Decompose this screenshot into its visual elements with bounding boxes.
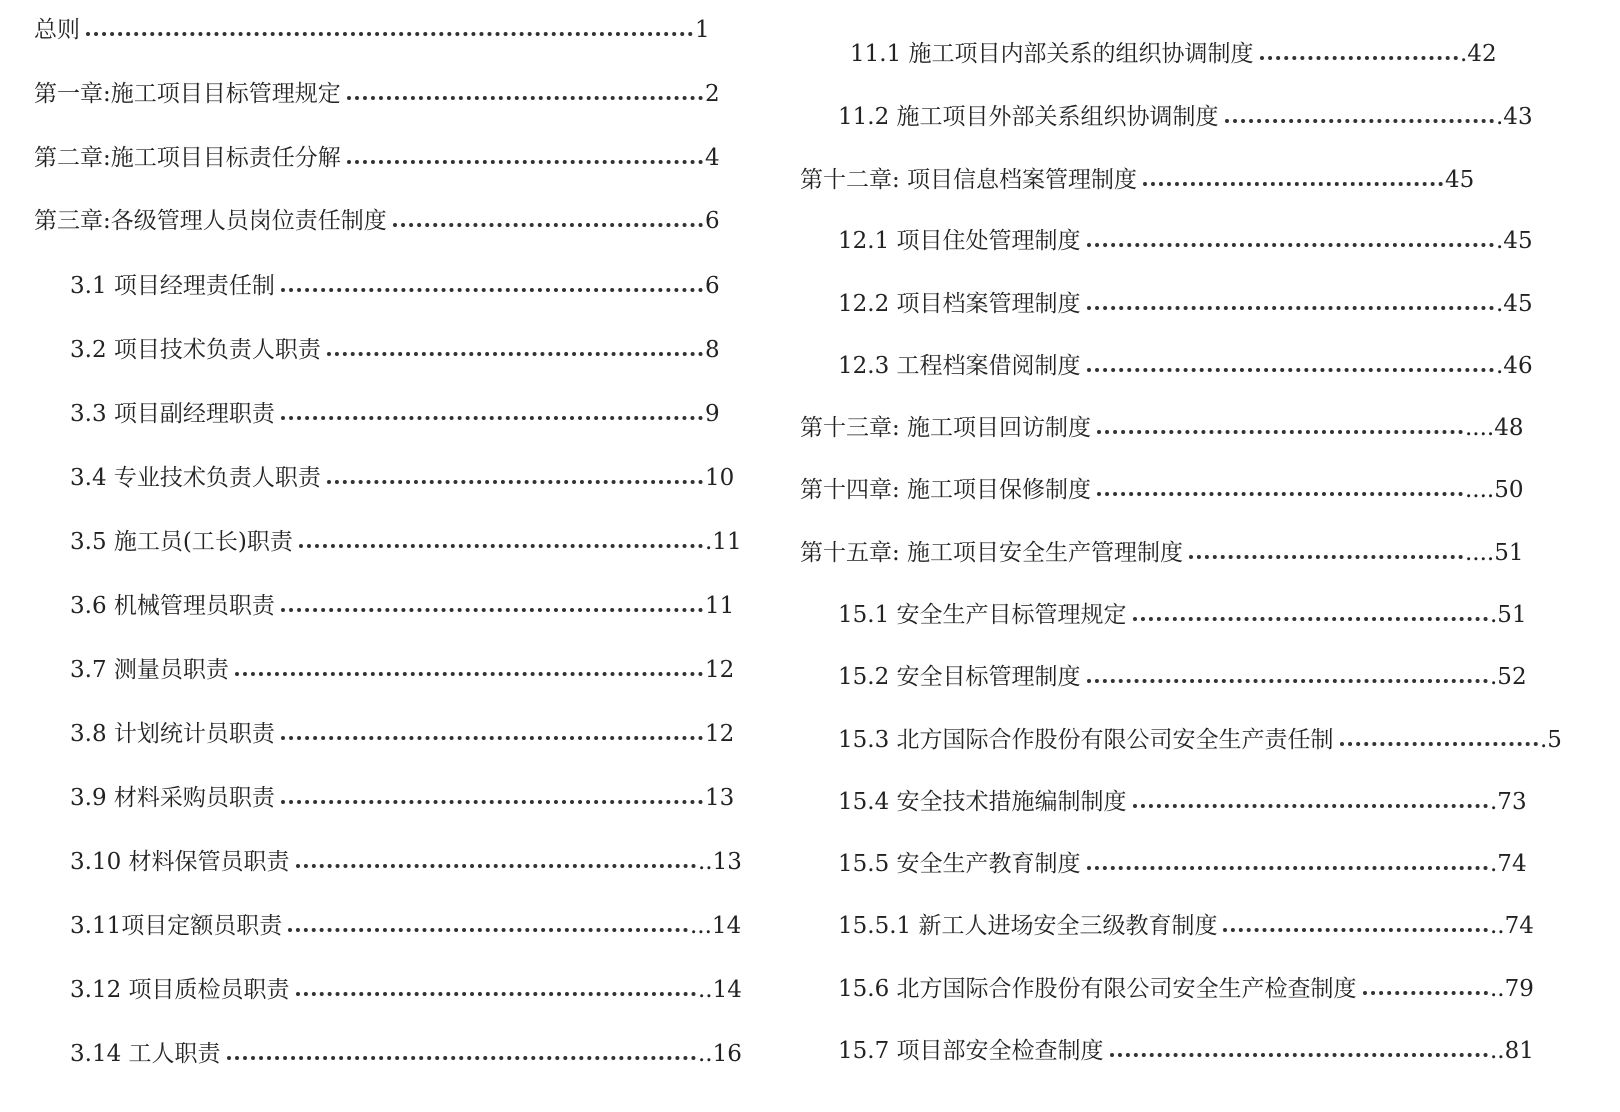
toc-dot-leader (1087, 221, 1494, 247)
toc-entry-title: 3.10 材料保管员职责 (70, 849, 290, 875)
toc-entry[interactable] (34, 138, 730, 178)
toc-entry[interactable] (838, 221, 1551, 261)
toc-dot-leader (1223, 906, 1488, 932)
toc-entry[interactable] (70, 394, 730, 434)
toc-entry[interactable] (838, 1031, 1550, 1071)
toc-entry-title: 3.8 计划统计员职责 (70, 721, 275, 747)
toc-dot-leader (327, 458, 703, 484)
toc-dot-leader (1133, 782, 1488, 808)
toc-entry-page-number: 13 (705, 785, 735, 811)
toc-entry[interactable] (800, 408, 1555, 448)
toc-entry-title: 11.1 施工项目内部关系的组织协调制度 (850, 41, 1254, 67)
toc-dot-leader (1189, 533, 1463, 559)
toc-entry-page-number: .42 (1460, 41, 1497, 67)
toc-dot-leader (1225, 97, 1494, 123)
toc-entry-page-number: ..16 (698, 1041, 742, 1067)
toc-dot-leader (296, 970, 696, 996)
toc-entry[interactable] (70, 778, 745, 818)
toc-entry-title: 15.5 安全生产教育制度 (838, 851, 1081, 877)
toc-entry-title: 15.6 北方国际合作股份有限公司安全生产检查制度 (838, 976, 1357, 1002)
toc-entry-page-number: .73 (1490, 789, 1527, 815)
toc-entry-page-number: ..81 (1490, 1038, 1534, 1064)
toc-entry[interactable] (838, 595, 1545, 635)
toc-dot-leader (1087, 284, 1494, 310)
toc-entry-title: 第十四章: 施工项目保修制度 (800, 477, 1092, 503)
toc-dot-leader (393, 201, 703, 227)
toc-entry[interactable] (838, 720, 1572, 760)
toc-dot-leader (281, 266, 703, 292)
toc-entry-title: 3.12 项目质检员职责 (70, 977, 290, 1003)
toc-entry[interactable] (70, 458, 745, 498)
toc-entry-title: 15.3 北方国际合作股份有限公司安全生产责任制 (838, 727, 1334, 753)
toc-entry[interactable] (70, 586, 745, 626)
toc-entry[interactable] (838, 782, 1545, 822)
toc-entry-page-number: ..14 (698, 977, 742, 1003)
toc-entry-title: 3.5 施工员(工长)职责 (70, 529, 293, 555)
toc-entry-title: 第十二章: 项目信息档案管理制度 (800, 167, 1138, 193)
toc-entry[interactable] (70, 522, 750, 562)
toc-dot-leader (281, 714, 703, 740)
toc-entry[interactable] (70, 1034, 758, 1074)
toc-entry-page-number: ....50 (1465, 477, 1524, 503)
toc-entry[interactable] (34, 201, 730, 241)
toc-entry-title: 15.4 安全技术措施编制制度 (838, 789, 1127, 815)
toc-entry-title: 11.2 施工项目外部关系组织协调制度 (838, 104, 1219, 130)
toc-dot-leader (347, 138, 703, 164)
toc-dot-leader (1097, 470, 1463, 496)
toc-entry-page-number: .45 (1496, 228, 1533, 254)
toc-entry-page-number: 1 (695, 17, 710, 43)
toc-entry-page-number: .52 (1490, 664, 1527, 690)
toc-entry-page-number: .45 (1496, 291, 1533, 317)
toc-entry-page-number: 45 (1445, 167, 1475, 193)
toc-entry[interactable] (70, 714, 745, 754)
toc-entry-title: 3.14 工人职责 (70, 1041, 221, 1067)
toc-entry[interactable] (70, 970, 758, 1010)
toc-entry[interactable] (800, 160, 1535, 200)
toc-entry-title: 15.5.1 新工人进场安全三级教育制度 (838, 913, 1218, 939)
toc-dot-leader (327, 330, 703, 356)
toc-dot-leader (299, 522, 703, 548)
toc-entry-title: 3.1 项目经理责任制 (70, 273, 275, 299)
toc-entry[interactable] (838, 906, 1550, 946)
toc-dot-leader (288, 906, 688, 932)
toc-entry-title: 3.9 材料采购员职责 (70, 785, 275, 811)
toc-entry-title: 12.3 工程档案借阅制度 (838, 353, 1081, 379)
toc-dot-leader (1087, 844, 1488, 870)
toc-entry-page-number: 4 (705, 145, 720, 171)
toc-entry-page-number: ....51 (1465, 540, 1524, 566)
toc-dot-leader (1363, 969, 1488, 995)
toc-entry[interactable] (850, 34, 1510, 74)
toc-entry-page-number: ...14 (690, 913, 742, 939)
toc-dot-leader (1087, 346, 1494, 372)
toc-dot-leader (1133, 595, 1488, 621)
toc-entry-page-number: 6 (705, 208, 720, 234)
toc-entry[interactable] (70, 906, 760, 946)
toc-dot-leader (1340, 720, 1538, 746)
toc-dot-leader (1110, 1031, 1488, 1057)
toc-entry-title: 3.3 项目副经理职责 (70, 401, 275, 427)
toc-entry-page-number: .51 (1490, 602, 1527, 628)
toc-entry-page-number: 10 (705, 465, 735, 491)
toc-entry-page-number: ..74 (1490, 913, 1534, 939)
toc-entry-title: 3.6 机械管理员职责 (70, 593, 275, 619)
toc-entry-title: 3.7 测量员职责 (70, 657, 229, 683)
toc-dot-leader (1143, 160, 1443, 186)
toc-entry[interactable] (838, 346, 1551, 386)
toc-dot-leader (1097, 408, 1463, 434)
toc-dot-leader (347, 74, 703, 100)
toc-dot-leader (227, 1034, 696, 1060)
toc-entry-page-number: ..79 (1490, 976, 1534, 1002)
toc-entry-page-number: ....48 (1465, 415, 1524, 441)
toc-dot-leader (281, 394, 703, 420)
toc-entry[interactable] (70, 842, 758, 882)
toc-entry-page-number: 8 (705, 337, 720, 363)
toc-entry-title: 12.1 项目住处管理制度 (838, 228, 1081, 254)
toc-entry[interactable] (34, 74, 730, 114)
toc-entry-page-number: .46 (1496, 353, 1533, 379)
toc-dot-leader (296, 842, 696, 868)
toc-entry[interactable] (70, 330, 730, 370)
toc-entry[interactable] (34, 10, 730, 50)
toc-entry-title: 15.7 项目部安全检查制度 (838, 1038, 1104, 1064)
toc-entry[interactable] (838, 969, 1550, 1009)
toc-entry[interactable] (800, 533, 1555, 573)
toc-entry[interactable] (800, 470, 1555, 510)
toc-entry-page-number: 11 (705, 593, 735, 619)
toc-entry-title: 15.1 安全生产目标管理规定 (838, 602, 1127, 628)
toc-entry[interactable] (838, 97, 1551, 137)
toc-entry-title: 3.4 专业技术负责人职责 (70, 465, 321, 491)
toc-entry[interactable] (838, 844, 1545, 884)
toc-dot-leader (281, 778, 703, 804)
toc-entry-page-number: .11 (705, 529, 742, 555)
toc-entry-title: 第一章:施工项目目标管理规定 (34, 81, 341, 107)
toc-entry[interactable] (70, 266, 730, 306)
toc-entry-title: 12.2 项目档案管理制度 (838, 291, 1081, 317)
toc-entry-title: 第三章:各级管理人员岗位责任制度 (34, 208, 387, 234)
toc-entry-page-number: 12 (705, 657, 735, 683)
toc-entry-page-number: 6 (705, 273, 720, 299)
toc-entry-title: 15.2 安全目标管理制度 (838, 664, 1081, 690)
toc-dot-leader (1087, 657, 1488, 683)
toc-entry-title: 3.2 项目技术负责人职责 (70, 337, 321, 363)
toc-entry[interactable] (70, 650, 745, 690)
toc-entry-title: 第二章:施工项目目标责任分解 (34, 145, 341, 171)
toc-entry-page-number: .74 (1490, 851, 1527, 877)
toc-dot-leader (86, 10, 693, 36)
toc-entry-title: 3.11项目定额员职责 (70, 913, 283, 939)
toc-entry[interactable] (838, 284, 1551, 324)
toc-entry-page-number: .5 (1540, 727, 1562, 753)
toc-entry[interactable] (838, 657, 1545, 697)
toc-entry-title: 第十五章: 施工项目安全生产管理制度 (800, 540, 1184, 566)
toc-entry-page-number: ..13 (698, 849, 742, 875)
toc-dot-leader (1260, 34, 1458, 60)
toc-dot-leader (281, 586, 703, 612)
toc-entry-page-number: 12 (705, 721, 735, 747)
toc-entry-title: 第十三章: 施工项目回访制度 (800, 415, 1092, 441)
toc-entry-page-number: 2 (705, 81, 720, 107)
toc-dot-leader (235, 650, 703, 676)
toc-entry-page-number: .43 (1496, 104, 1533, 130)
toc-entry-title: 总则 (34, 17, 80, 43)
toc-entry-page-number: 9 (705, 401, 720, 427)
